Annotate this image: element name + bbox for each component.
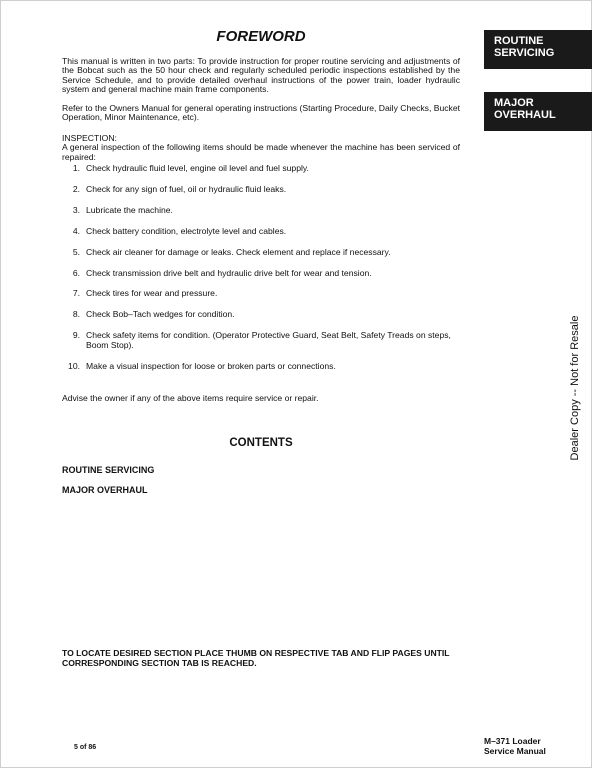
tab-major-overhaul[interactable] <box>484 92 592 131</box>
list-item-number: 10. <box>68 360 80 371</box>
tab-label-line: MAJOR <box>494 97 534 109</box>
inspection-section <box>62 134 460 162</box>
list-item-number: 3. <box>72 204 80 215</box>
tab-label-line: ROUTINE <box>494 35 544 47</box>
list-item <box>62 227 460 236</box>
intro-paragraph: This manual is written in two parts: To provide instruction for proper routine servicing and adjustments of the Bobcat such as the 50 hour check and regularly scheduled periodic inspections established by the Service Schedule, and to provide detailed overhaul instructions of the power train, loader hydraulic system and general machine main frame components. <box>62 56 460 95</box>
manual-id-line: M–371 Loader <box>484 736 541 746</box>
list-item <box>62 248 460 257</box>
list-item <box>62 362 460 371</box>
list-item <box>62 185 460 194</box>
list-item-number: 8. <box>72 309 80 320</box>
dealer-copy-watermark: Dealer Copy -- Not for Resale <box>569 315 581 461</box>
contents-item-major-overhaul[interactable]: MAJOR OVERHAUL <box>62 485 148 495</box>
list-item-text: Make a visual inspection for loose or broken parts or connections. <box>86 360 336 371</box>
list-item-text: Check safety items for condition. (Operator Protective Guard, Seat Belt, Safety Treads on steps, Boom Stop). <box>86 330 451 350</box>
advise-paragraph: Advise the owner if any of the above items require service or repair. <box>62 393 319 403</box>
inspection-list <box>62 164 460 371</box>
tab-routine-servicing[interactable] <box>484 30 592 69</box>
list-item <box>62 164 460 173</box>
list-item-text: Check air cleaner for damage or leaks. Check element and replace if necessary. <box>86 246 391 257</box>
list-item-number: 5. <box>72 246 80 257</box>
list-item-number: 7. <box>72 288 80 299</box>
list-item-text: Lubricate the machine. <box>86 204 173 215</box>
list-item <box>62 206 460 215</box>
list-item-number: 1. <box>72 163 80 173</box>
list-item-number: 9. <box>72 330 80 341</box>
list-item <box>62 331 460 350</box>
page-number: 5 of 86 <box>74 744 97 751</box>
contents-item-routine-servicing[interactable]: ROUTINE SERVICING <box>62 465 155 475</box>
list-item-text: Check Bob–Tach wedges for condition. <box>86 309 235 320</box>
owners-manual-paragraph: Refer to the Owners Manual for general operating instructions (Starting Procedure, Daily Checks, Bucket Operation, Minor Maintenance, etc). <box>62 103 460 123</box>
list-item <box>62 289 460 298</box>
list-item <box>62 310 460 319</box>
list-item-number: 4. <box>72 225 80 236</box>
manual-identifier <box>484 736 584 756</box>
inspection-text: A general inspection of the following items should be made whenever the machine has been serviced of repaired: <box>62 142 460 162</box>
tab-label-line: SERVICING <box>494 46 555 59</box>
page-title: FOREWORD <box>216 28 306 45</box>
list-item-number: 6. <box>72 267 80 278</box>
list-item-text: Check tires for wear and pressure. <box>86 288 218 299</box>
list-item-number: 2. <box>72 183 80 194</box>
contents-heading: CONTENTS <box>229 437 293 449</box>
inspection-label: INSPECTION: <box>62 133 117 143</box>
thumb-tab-instruction: TO LOCATE DESIRED SECTION PLACE THUMB ON RESPECTIVE TAB AND FLIP PAGES UNTIL CORRESPONDING SECTION TAB IS REACHED. <box>62 648 450 668</box>
list-item-text: Check transmission drive belt and hydraulic drive belt for wear and tension. <box>86 267 372 278</box>
tab-label-line: OVERHAUL <box>494 108 556 121</box>
list-item-text: Check hydraulic fluid level, engine oil level and fuel supply. <box>86 163 309 173</box>
list-item <box>62 269 460 278</box>
list-item-text: Check for any sign of fuel, oil or hydraulic fluid leaks. <box>86 183 287 194</box>
manual-id-line: Service Manual <box>484 746 546 756</box>
list-item-text: Check battery condition, electrolyte level and cables. <box>86 225 287 236</box>
